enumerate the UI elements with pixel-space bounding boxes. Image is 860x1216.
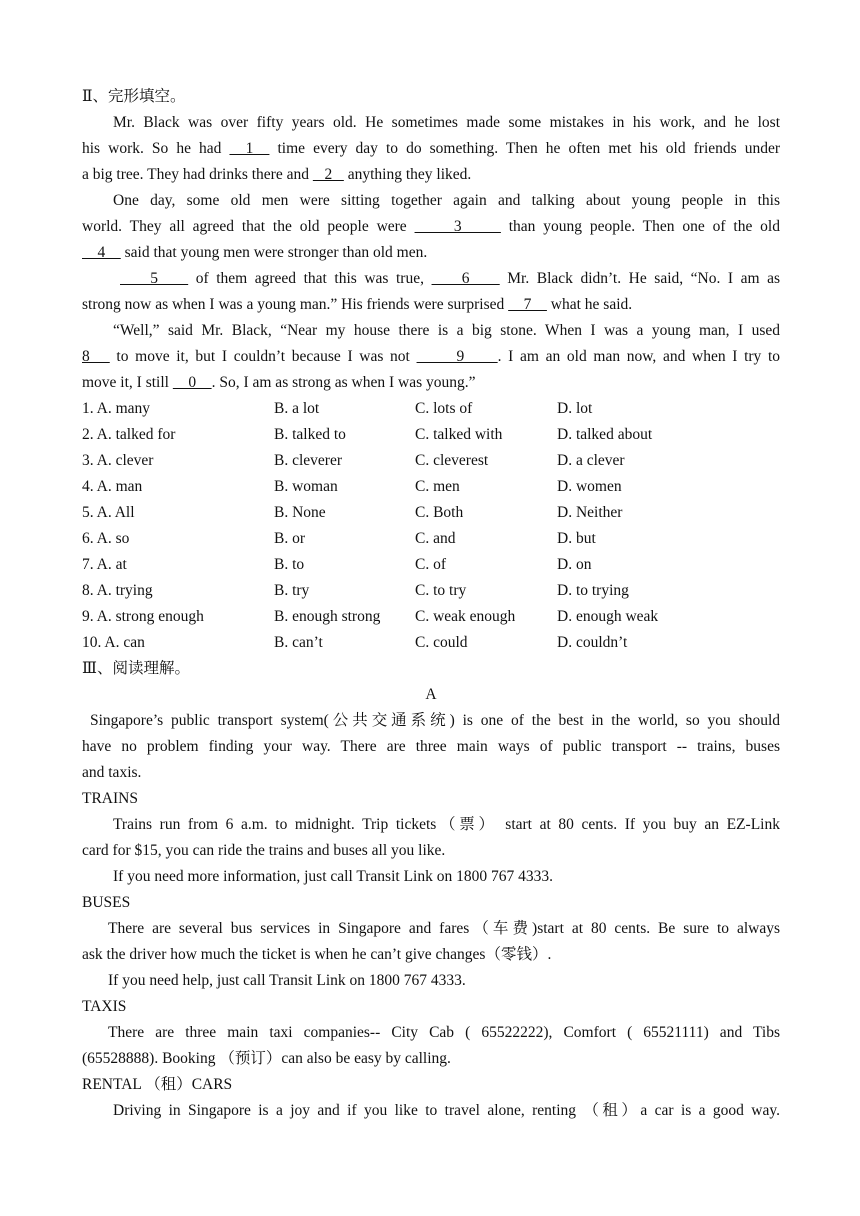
text: to move it, but I couldn’t because I was not	[116, 348, 410, 365]
option-choice: C. of	[415, 556, 446, 573]
trains-line2: card for $15, you can ride the trains and buses all you like.	[82, 842, 446, 859]
option-choice: B. can’t	[274, 634, 323, 651]
intro-line2: have no problem finding your way. There are three main ways of public transport -- trains, buses	[82, 738, 780, 755]
option-choice: D. couldn’t	[557, 634, 628, 651]
text: strong now as when I was a young man.” His friends were surprised	[82, 296, 505, 313]
cloze-p2-line3	[82, 240, 780, 266]
buses-heading: BUSES	[82, 894, 131, 911]
blank-1: 1	[229, 140, 270, 157]
option-choice: C. cleverest	[415, 452, 489, 469]
intro-line1: Singapore’s public transport system(公共交通系统) is one of the best in the world, so you should	[90, 712, 780, 729]
text: move it, I still	[82, 374, 169, 391]
option-choice: C. could	[415, 634, 468, 651]
option-choice: 6. A. so	[82, 530, 130, 547]
blank-4: 4	[82, 244, 121, 261]
option-choice: D. Neither	[557, 504, 623, 521]
cloze-p2-line2	[82, 214, 780, 240]
cloze-p4-line3	[82, 370, 780, 396]
text: . So, I am as strong as when I was young.”	[211, 374, 476, 391]
rental-heading: RENTAL （租）CARS	[82, 1076, 233, 1093]
text: of them agreed that this was true,	[195, 270, 424, 287]
option-choice: B. try	[274, 582, 310, 599]
option-row	[82, 578, 780, 604]
cloze-p3-line2	[82, 292, 780, 318]
text: his work. So he had	[82, 140, 222, 157]
cloze-heading: Ⅱ、完形填空。	[82, 88, 186, 105]
option-choice: 9. A. strong enough	[82, 608, 204, 625]
intro-line3: and taxis.	[82, 764, 142, 781]
option-row	[82, 448, 780, 474]
rental-line1: Driving in Singapore is a joy and if you like to travel alone, renting （租）a car is a good way.	[113, 1102, 780, 1119]
option-choice: D. lot	[557, 400, 593, 417]
blank-9: 9	[416, 348, 498, 365]
blank-2: 2	[312, 166, 344, 183]
option-choice: B. cleverer	[274, 452, 342, 469]
option-choice: 10. A. can	[82, 634, 145, 651]
option-choice: D. to trying	[557, 582, 629, 599]
option-choice: C. and	[415, 530, 456, 547]
text: . I am an old man now, and when I try to	[497, 348, 780, 365]
cloze-p1-line3	[82, 162, 780, 188]
cloze-p1-line2	[82, 136, 780, 162]
blank-6: 6	[431, 270, 500, 287]
option-choice: C. Both	[415, 504, 464, 521]
option-row	[82, 500, 780, 526]
text: time every day to do something. Then he often met his old friends under	[277, 140, 780, 157]
text: a big tree. They had drinks there and	[82, 166, 309, 183]
blank-5: 5	[120, 270, 189, 287]
option-choice: 7. A. at	[82, 556, 127, 573]
text: Mr. Black didn’t. He said, “No. I am as	[507, 270, 780, 287]
buses-line2: ask the driver how much the ticket is when he can’t give changes（零钱）.	[82, 946, 552, 963]
cloze-options	[82, 396, 780, 656]
option-choice: D. talked about	[557, 426, 653, 443]
option-choice: D. but	[557, 530, 596, 547]
option-choice: B. a lot	[274, 400, 320, 417]
option-choice: 8. A. trying	[82, 582, 153, 599]
taxis-line1: There are three main taxi companies-- City Cab ( 65522222), Comfort ( 65521111) and Tibs	[108, 1024, 780, 1041]
cloze-p2-line1: One day, some old men were sitting together again and talking about young people in this	[113, 192, 780, 209]
reading-heading: Ⅲ、阅读理解。	[82, 660, 190, 677]
option-row	[82, 526, 780, 552]
option-row	[82, 630, 780, 656]
option-choice: 2. A. talked for	[82, 426, 176, 443]
option-row	[82, 422, 780, 448]
option-row	[82, 552, 780, 578]
option-row	[82, 396, 780, 422]
cloze-p3-line1	[82, 266, 780, 292]
option-choice: C. weak enough	[415, 608, 516, 625]
trains-heading: TRAINS	[82, 790, 138, 807]
trains-line3: If you need more information, just call Transit Link on 1800 767 4333.	[113, 868, 553, 885]
option-choice: B. enough strong	[274, 608, 381, 625]
option-choice: B. woman	[274, 478, 338, 495]
blank-3: 3	[414, 218, 501, 235]
option-choice: D. on	[557, 556, 592, 573]
buses-line1: There are several bus services in Singapore and fares（车费)start at 80 cents. Be sure to always	[108, 920, 780, 937]
worksheet-page	[82, 84, 780, 1124]
trains-line1: Trains run from 6 a.m. to midnight. Trip tickets（票） start at 80 cents. If you buy an EZ-Link	[113, 816, 780, 833]
option-choice: B. None	[274, 504, 326, 521]
option-choice: 5. A. All	[82, 504, 135, 521]
text: than young people. Then one of the old	[508, 218, 780, 235]
taxis-heading: TAXIS	[82, 998, 127, 1015]
text: world. They all agreed that the old people were	[82, 218, 407, 235]
option-row	[82, 604, 780, 630]
passage-label: A	[425, 686, 437, 703]
blank-0: 0	[172, 374, 212, 391]
cloze-p4-line1: “Well,” said Mr. Black, “Near my house there is a big stone. When I was a young man, I used	[113, 322, 780, 339]
text: anything they liked.	[347, 166, 472, 183]
cloze-p4-line2	[82, 344, 780, 370]
option-choice: C. talked with	[415, 426, 503, 443]
taxis-line2: (65528888). Booking （预订）can also be easy by calling.	[82, 1050, 451, 1067]
blank-7: 7	[508, 296, 547, 313]
option-choice: 3. A. clever	[82, 452, 154, 469]
option-choice: 4. A. man	[82, 478, 143, 495]
option-choice: C. lots of	[415, 400, 473, 417]
text: said that young men were stronger than old men.	[124, 244, 428, 261]
option-choice: C. men	[415, 478, 460, 495]
text: what he said.	[550, 296, 633, 313]
option-choice: B. talked to	[274, 426, 346, 443]
option-choice: D. a clever	[557, 452, 625, 469]
option-choice: B. to	[274, 556, 305, 573]
option-choice: C. to try	[415, 582, 467, 599]
buses-line3: If you need help, just call Transit Link on 1800 767 4333.	[108, 972, 466, 989]
cloze-p1-line1: Mr. Black was over fifty years old. He sometimes made some mistakes in his work, and he lost	[113, 114, 780, 131]
option-choice: D. women	[557, 478, 622, 495]
option-choice: 1. A. many	[82, 400, 151, 417]
option-choice: B. or	[274, 530, 305, 547]
option-choice: D. enough weak	[557, 608, 659, 625]
option-row	[82, 474, 780, 500]
blank-8: 8	[82, 348, 110, 365]
